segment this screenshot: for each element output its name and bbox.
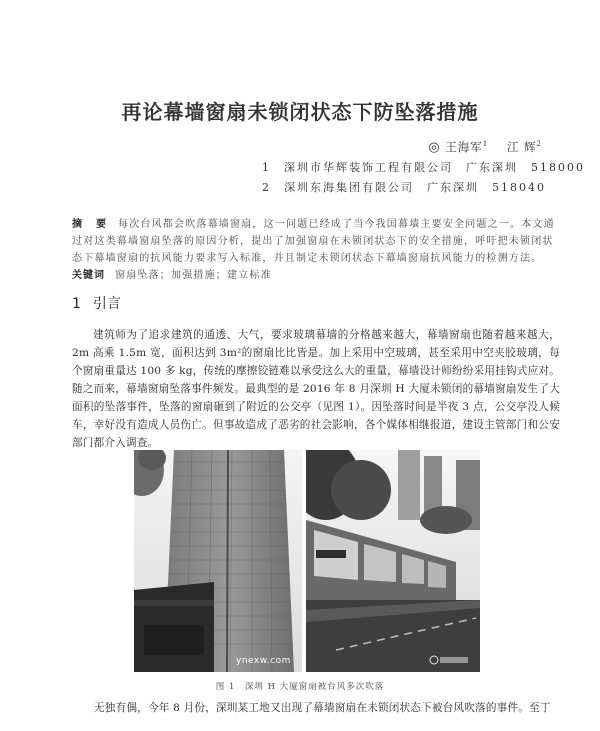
section-title: 引言 (92, 296, 121, 312)
keywords (72, 266, 272, 281)
author-line (428, 139, 542, 155)
continuation-paragraph: 无独有偶，今年 8 月份，深圳某工地又出现了幕墙窗扇在未锁闭状态下被台风吹落的事件。至丁 (94, 702, 551, 714)
abstract-text: 每次台风都会吹落幕墙窗扇，这一问题已经成了当今我国幕墙主要安全问题之一。本文通过对这类幕墙窗扇坠落的原因分析，提出了加强窗扇在未锁闭状态下的安全措施，呼吁把未锁闭状态下幕墙窗扇的抗风能力要求写入标准，并且制定未锁闭状态下幕墙窗扇抗风能力的检测方法。 (72, 219, 555, 264)
photo-watermark: ynexw.com (236, 656, 291, 666)
keywords-text: 窗扇坠落；加强措施；建立标准 (115, 270, 272, 281)
author-2: 江 辉 (506, 140, 537, 154)
building-photo-icon (134, 450, 302, 672)
figure-photo-building (134, 450, 302, 672)
author-2-sup: 2 (536, 140, 542, 149)
figure-photo-bus-stop (306, 450, 480, 672)
author-mark: ◎ (428, 140, 441, 155)
figure-caption: 图 1 深圳 H 大厦窗扇被台风多次吹落 (215, 682, 385, 692)
intro-paragraph: 建筑师为了追求建筑的通透、大气，要求玻璃幕墙的分格越来越大，幕墙窗扇也随着越来越大，2m 高乘 1.5m 宽，面积达到 3m²的窗扇比比皆是。加上采用中空玻璃，甚至采用中空夹胶玻璃，每个窗扇重量达 100 多 kg，传统的摩擦铰链难以承受这么大的重量，幕墙设计师纷纷采用挂钩式应对。随之而来，幕墙窗扇坠落事件频发。最典型的是 2016 年 8 月深圳 H 大厦未锁闭的幕墙窗扇发生了大面积的坠落事件，坠落的窗扇砸到了附近的公交亭（见图 1）。因坠落时间是半夜 3 点，公交亭没人候车，幸好没有造成人员伤亡。但事故造成了恶劣的社会影响，各个媒体相继报道，建设主管部门和公安部门都介入调查。 (72, 329, 560, 449)
affiliation-2: 2 深圳东海集团有限公司 广东深圳 518040 (262, 181, 546, 194)
abstract-label: 摘 要 (72, 219, 108, 230)
street-photo-icon (306, 450, 480, 672)
abstract (72, 216, 558, 267)
author-1-sup: 1 (482, 140, 489, 149)
keywords-label: 关键词 (72, 270, 105, 281)
paper-title: 再论幕墙窗扇未锁闭状态下防坠落措施 (121, 100, 479, 124)
affiliation-1: 1 深圳市华辉装饰工程有限公司 广东深圳 518000 (262, 161, 585, 174)
section-number: 1 (72, 296, 81, 312)
author-1: 王海军 (445, 140, 483, 154)
section-heading (72, 293, 121, 313)
